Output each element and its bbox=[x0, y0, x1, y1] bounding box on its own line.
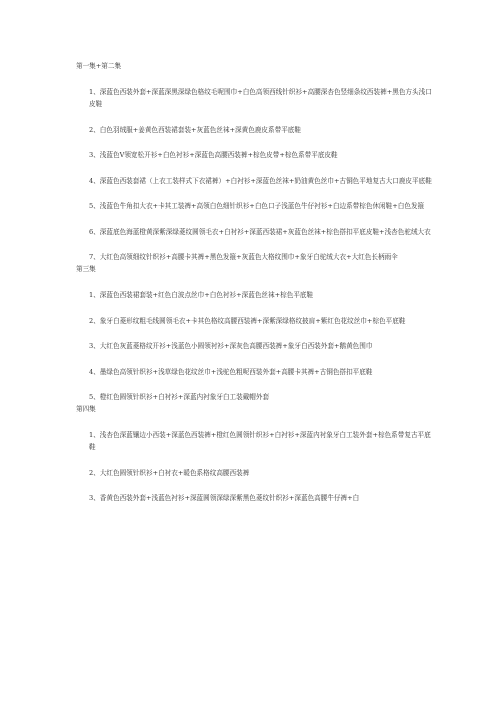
list-item: 3、大红色灰蓝菱格纹开衫+浅蓝色小圆领衬衫+深灰色高腰西装裤+象牙白西装外套+鹅黄色围巾 bbox=[89, 342, 373, 350]
section-title: 第三集 bbox=[76, 265, 96, 273]
list-item: 4、深蓝色西装套裙（上衣工装样式下衣裙裤）+白衬衫+深蓝色丝袜+奶油黄色丝巾+古铜色平地复古大口鹿皮平底鞋 bbox=[89, 176, 432, 185]
section-episode-3 bbox=[76, 263, 434, 403]
list-item: 1、深蓝色西装裙套装+红色白波点丝巾+白色衬衫+深蓝色丝袜+棕色平底鞋 bbox=[89, 291, 314, 299]
list-item: 1、浅杏色深蓝镶边小西装+深蓝色西装裤+橙红色圆领针织衫+白衬衫+深蓝内衬象牙白工装外套+棕色系带复古平底鞋 bbox=[89, 431, 431, 451]
list-item: 3、浅蓝色V领宽松开衫+白色衬衫+深蓝色高腰西装裤+棕色皮带+棕色系带平底皮鞋 bbox=[89, 151, 338, 159]
list-item: 1、深蓝色西装外套+深蓝深黑深绿色格纹毛呢围巾+白色高领西线针织衫+高腰深杏色竖细条纹西装裤+黑色方头浅口皮鞋 bbox=[89, 88, 432, 108]
list-item: 7、大红色高领细纹针织衫+高腰卡其裤+黑色发箍+灰蓝色大格纹围巾+象牙白驼绒大衣+大红色长柄雨伞 bbox=[89, 253, 398, 261]
list-item: 5、浅蓝色牛角扣大衣+卡其工装裤+高领白色细针织衫+白色口子浅蓝色牛仔衬衫+白边系带棕色休闲鞋+白色发箍 bbox=[89, 202, 425, 210]
list-item: 2、象牙白菱形纹粗毛线圆领毛衣+卡其色格纹高腰西装裤+深紫深绿格纹披肩+紫红色花纹丝巾+棕色平底鞋 bbox=[89, 316, 406, 325]
list-item: 2、大红色圆领针织衫+白衬衣+暖色系格纹高腰西装裤 bbox=[89, 468, 250, 477]
section-episode-4 bbox=[76, 403, 434, 504]
section-episodes-1-2 bbox=[76, 60, 434, 263]
section-title: 第四集 bbox=[76, 405, 96, 413]
list-item: 4、墨绿色高领针织衫+浅草绿色花纹丝巾+浅驼色粗呢西装外套+高腰卡其裤+古铜色搭扣平底鞋 bbox=[89, 367, 373, 376]
list-item: 2、白色羽绒服+姜黄色西装裙套装+灰蓝色丝袜+深黄色鹿皮系带平底鞋 bbox=[89, 125, 301, 134]
section-title: 第一集+第二集 bbox=[76, 62, 122, 70]
list-item: 5、橙红色圆领针织衫+白衬衫+深蓝内衬象牙白工装戴帽外套 bbox=[89, 393, 270, 401]
list-item: 6、深蓝底色海蓝橙黄深紫深绿菱纹圆领毛衣+白衬衫+深蓝西装裙+灰蓝色丝袜+棕色搭扣平底皮鞋+浅杏色驼绒大衣 bbox=[89, 227, 431, 236]
list-item: 3、香黄色西装外套+浅蓝色衬衫+深蓝圆领深绿深紫黑色菱纹针织衫+深蓝色高腰牛仔裤+白 bbox=[89, 494, 360, 502]
